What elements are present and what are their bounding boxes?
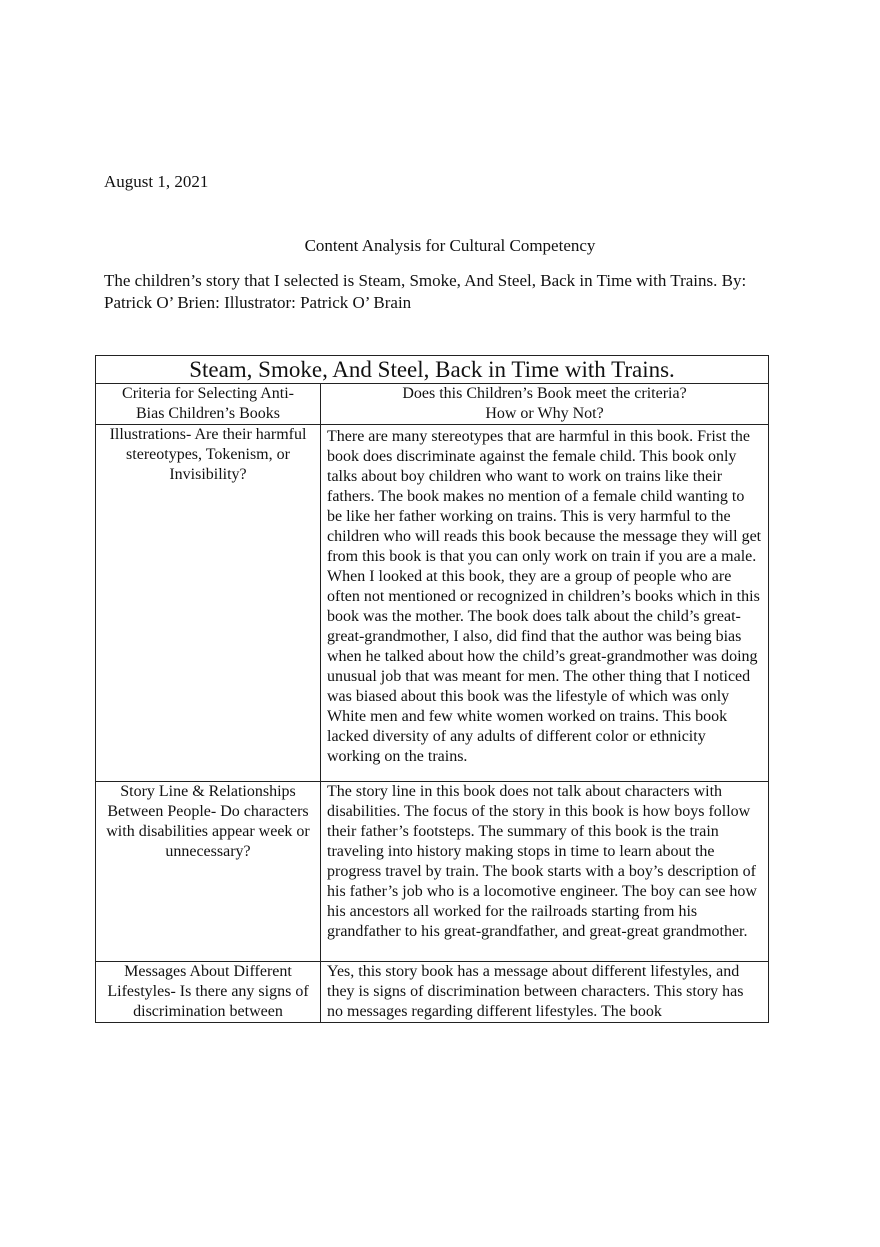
response-cell: Yes, this story book has a message about different lifestyles, and they is signs of discrimination between characters. This story has no messages regarding different lifestyles. The book bbox=[321, 962, 769, 1023]
criteria-cell: Illustrations- Are their harmful stereotypes, Tokenism, or Invisibility? bbox=[96, 425, 321, 782]
analysis-table bbox=[95, 355, 769, 1023]
table-header-row bbox=[96, 384, 769, 425]
book-title: Steam, Smoke, And Steel, Back in Time with Trains. bbox=[96, 356, 769, 384]
table-row bbox=[96, 962, 769, 1023]
intro-paragraph: The children’s story that I selected is Steam, Smoke, And Steel, Back in Time with Trains. By: Patrick O’ Brien: Illustrator: Patrick O’ Brain bbox=[104, 271, 747, 312]
criteria-cell: Messages About Different Lifestyles- Is there any signs of discrimination between bbox=[96, 962, 321, 1023]
response-header-line2: How or Why Not? bbox=[485, 405, 604, 422]
criteria-cell: Story Line & Relationships Between People- Do characters with disabilities appear week or unnecessary? bbox=[96, 782, 321, 962]
table-title-row bbox=[96, 356, 769, 384]
table-row bbox=[96, 425, 769, 782]
response-cell: The story line in this book does not talk about characters with disabilities. The focus of the story in this book is how boys follow their father’s footsteps. The summary of this book is the train traveling into history making stops in time to learn about the progress travel by train. The book starts with a boy’s description of his father’s job who is a locomotive engineer. The boy can see how his ancestors all worked for the railroads starting from his grandfather to his great-grandfather, and great-great grandmother. bbox=[321, 782, 769, 962]
response-column-header bbox=[321, 384, 769, 425]
document-heading: Content Analysis for Cultural Competency bbox=[304, 236, 596, 255]
criteria-column-header: Criteria for Selecting Anti-Bias Children’s Books bbox=[96, 384, 321, 425]
response-cell: There are many stereotypes that are harmful in this book. Frist the book does discriminate against the female child. This book only talks about boy children who want to work on trains like their fathers. The book makes no mention of a female child wanting to be like her father working on trains. This is very harmful to the children who will reads this book because the message they will get from this book is that you can only work on train if you are a male. When I looked at this book, they are a group of people who are often not mentioned or recognized in children’s books which in this book was the mother. The book does talk about the child’s great-great-grandmother, I also, did find that the author was being bias when he talked about how the child’s great-grandmother was doing unusual job that was meant for men. The other thing that I noticed was biased about this book was the lifestyle of which was only White men and few white women worked on trains. This book lacked diversity of any adults of different color or ethnicity working on the trains. bbox=[321, 425, 769, 782]
response-header-line1: Does this Children’s Book meet the criteria? bbox=[402, 385, 687, 402]
table-row bbox=[96, 782, 769, 962]
document-date: August 1, 2021 bbox=[104, 172, 209, 191]
